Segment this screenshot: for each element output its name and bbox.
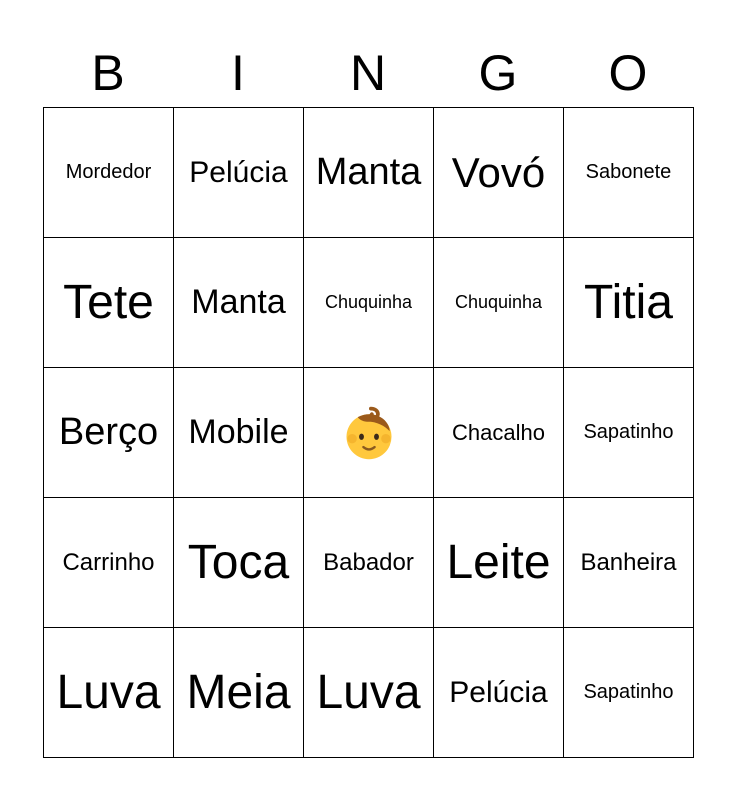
bingo-cell[interactable]: Chuquinha — [434, 238, 564, 368]
bingo-cell[interactable]: Leite — [434, 498, 564, 628]
header-letter-b: B — [91, 45, 125, 101]
bingo-cell[interactable]: Sapatinho — [564, 368, 694, 498]
bingo-cell[interactable]: Manta — [174, 238, 304, 368]
bingo-cell[interactable]: Babador — [304, 498, 434, 628]
bingo-cell[interactable]: Luva — [304, 628, 434, 758]
bingo-cell[interactable]: Sabonete — [564, 108, 694, 238]
bingo-cell[interactable]: Carrinho — [44, 498, 174, 628]
bingo-cell[interactable]: Mordedor — [44, 108, 174, 238]
bingo-cell[interactable]: Chuquinha — [304, 238, 434, 368]
bingo-cell[interactable]: Titia — [564, 238, 694, 368]
bingo-cell[interactable]: Pelúcia — [434, 628, 564, 758]
bingo-cell[interactable]: Manta — [304, 108, 434, 238]
free-space-cell — [304, 368, 434, 498]
header-letter-i: I — [231, 45, 245, 101]
bingo-header — [43, 40, 693, 106]
bingo-cell[interactable]: Sapatinho — [564, 628, 694, 758]
header-letter-o: O — [608, 45, 648, 101]
baby-face-icon — [339, 403, 399, 463]
bingo-cell[interactable]: Pelúcia — [174, 108, 304, 238]
bingo-cell[interactable]: Vovó — [434, 108, 564, 238]
header-letter-n: N — [349, 45, 387, 101]
bingo-cell[interactable]: Tete — [44, 238, 174, 368]
bingo-board — [43, 107, 694, 758]
bingo-cell[interactable]: Chacalho — [434, 368, 564, 498]
bingo-cell[interactable]: Luva — [44, 628, 174, 758]
header-letter-g: G — [478, 45, 518, 101]
bingo-cell[interactable]: Banheira — [564, 498, 694, 628]
bingo-cell[interactable]: Meia — [174, 628, 304, 758]
bingo-cell[interactable]: Berço — [44, 368, 174, 498]
bingo-cell[interactable]: Toca — [174, 498, 304, 628]
bingo-cell[interactable]: Mobile — [174, 368, 304, 498]
